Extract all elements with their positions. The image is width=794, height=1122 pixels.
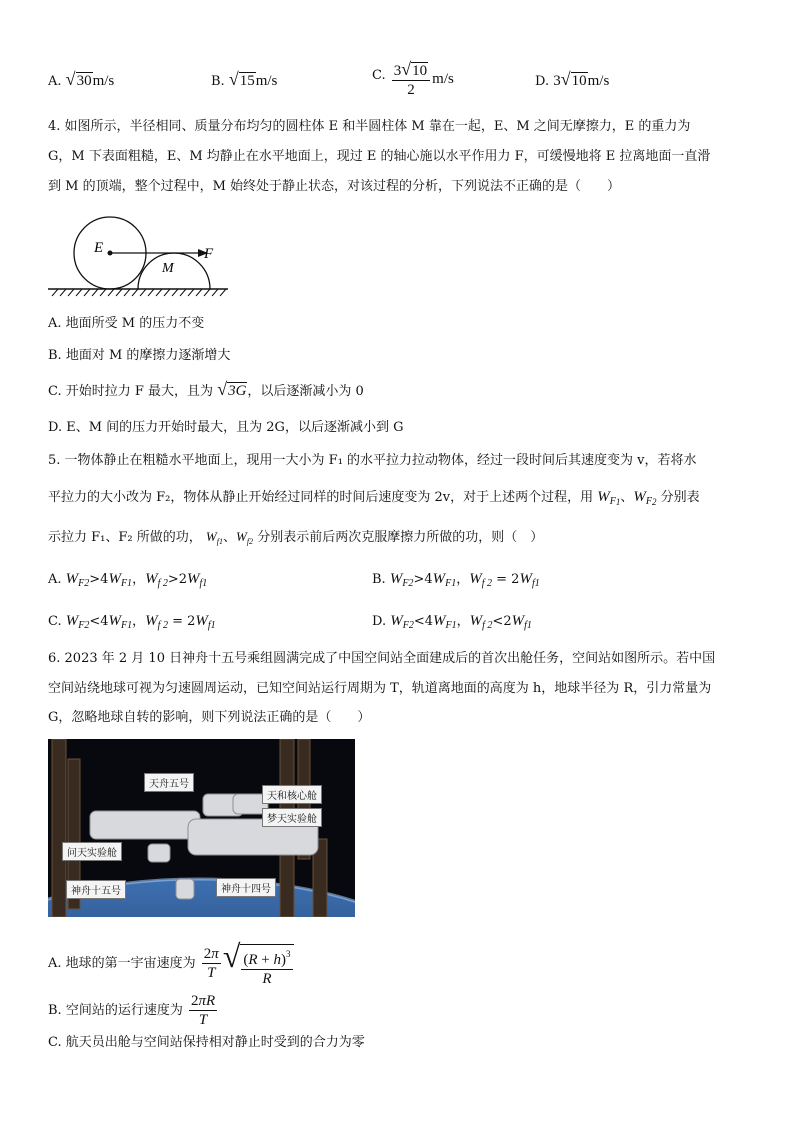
q6-option-a	[48, 940, 294, 988]
q6-option-c: C. 航天员出舱与空间站保持相对静止时受到的合力为零	[48, 1035, 365, 1050]
option-label: B.	[211, 74, 225, 89]
unit: m/s	[587, 73, 610, 89]
q6-stem-line3: G，忽略地球自转的影响，则下列说法正确的是（ ）	[48, 710, 371, 725]
option-text: A. 地球的第一宇宙速度为	[48, 956, 196, 971]
q6-option-b	[48, 992, 219, 1029]
space-station-photo	[48, 739, 355, 917]
label-tianzhou5: 天舟五号	[144, 773, 194, 792]
fraction-2pi-over-t: $\frac{2\pi}{T}$	[203, 946, 219, 981]
label-e: E	[94, 240, 104, 256]
unit: m/s	[432, 71, 454, 87]
option-label: C.	[372, 68, 386, 83]
radicand: 10	[571, 73, 587, 89]
symbol-wf1: $W_{F1}$	[597, 489, 621, 507]
option-label: C.	[48, 614, 62, 629]
fraction-2pir-over-t: $\frac{2\pi R}{T}$	[190, 993, 216, 1028]
coefficient: 3	[553, 73, 561, 89]
stem-text: 分别表	[660, 490, 700, 505]
q3-option-c	[372, 60, 454, 99]
option-label: D.	[535, 74, 550, 89]
label-mengtian: 梦天实验舱	[262, 808, 322, 827]
coefficient: 3	[393, 63, 402, 79]
numerator: 3 √ 10	[392, 60, 430, 81]
q4-stem-line2: G，M 下表面粗糙，E、M 均静止在水平地面上，现过 E 的轴心施以水平作用力 F，可缓慢地将 E 拉离地面一直滑	[48, 149, 711, 164]
q4-stem-line3: 到 M 的顶端，整个过程中，M 始终处于静止状态，对该过程的分析，下列说法不正确的是（ ）	[48, 179, 621, 194]
option-label: A.	[48, 74, 62, 89]
label-tianhe: 天和核心舱	[262, 785, 322, 804]
q4-option-d: D. E、M 间的压力开始时最大，且为 2G，以后逐渐减小到 G	[48, 420, 404, 435]
unit: m/s	[255, 73, 278, 89]
sqrt-expression: √ $\frac{(R + h)^3}{R}$	[223, 940, 294, 988]
unit: m/s	[92, 73, 115, 89]
q4-option-b: B. 地面对 M 的摩擦力逐渐增大	[48, 348, 231, 363]
option-text: B. 空间站的运行速度为	[48, 1003, 183, 1018]
denominator: 2	[407, 82, 415, 98]
radicand: 30	[76, 73, 92, 89]
q3-option-a	[48, 70, 114, 90]
label-f: F	[204, 246, 214, 262]
q5-stem-line2: 平拉力的大小改为 F₂，物体从静止开始经过同样的时间后速度变为 2v，对于上述两个过程，用 $W_{F1}$、$W_{F2}$ 分别表	[48, 489, 700, 507]
q5-option-d: D. $W_{F2}<4W_{F1}$，$W_{f 2}<2W_{f1}$	[372, 613, 532, 631]
symbol-wf2: $W_{F2}$	[633, 489, 657, 507]
q5-option-a: A. $W_{F2}>4W_{F1}$，$W_{f 2}>2W_{f1}$	[48, 571, 208, 589]
half-cylinder-m	[138, 253, 210, 289]
option-text: C. 开始时拉力 F 最大，且为	[48, 384, 214, 399]
option-label: D.	[372, 614, 387, 629]
symbol-wf2-small: $W_{f2}$	[235, 529, 254, 546]
sqrt-expression: √ 15	[228, 69, 255, 89]
option-text: ，以后逐渐减小为 0	[247, 384, 364, 399]
radicand: 15	[239, 73, 255, 89]
option-label: B.	[372, 572, 386, 587]
q5-stem-line3: 示拉力 F₁、F₂ 所做的功， $W_{f1}$、$W_{f2}$ 分别表示前后两次克服摩擦力所做的功，则（ ）	[48, 529, 544, 546]
q4-option-a: A. 地面所受 M 的压力不变	[48, 316, 205, 331]
q4-stem-line1: 4. 如图所示，半径相同、质量分布均匀的圆柱体 E 和半圆柱体 M 靠在一起，E、M 之间无摩擦力，E 的重力为	[48, 119, 691, 134]
sqrt-expression: √ 10	[560, 69, 587, 89]
option-label: A.	[48, 572, 62, 587]
label-wentian: 问天实验舱	[62, 842, 122, 861]
radicand: 10	[412, 63, 428, 79]
stem-text: 示拉力 F₁、F₂ 所做的功，	[48, 530, 202, 545]
radicand: 3G	[228, 383, 247, 399]
label-shenzhou14: 神舟十四号	[216, 878, 276, 897]
sqrt-expression: √ 3G	[217, 379, 247, 399]
q3-option-d	[535, 70, 609, 90]
label-m: M	[162, 261, 174, 276]
ground-hatching	[52, 289, 226, 296]
q4-option-c	[48, 380, 364, 402]
q6-stem-line1: 6. 2023 年 2 月 10 日神舟十五号乘组圆满完成了中国空间站全面建成后的首次出舱任务，空间站如图所示。若中国	[48, 651, 716, 666]
symbol-wf1-small: $W_{f1}$	[205, 529, 223, 546]
q3-option-b	[211, 70, 277, 90]
stem-text: 平拉力的大小改为 F₂，物体从静止开始经过同样的时间后速度变为 2v，对于上述两个过程，用	[48, 490, 594, 505]
fraction	[392, 60, 430, 99]
sqrt-expression: √ 30	[65, 69, 92, 89]
q5-stem-line1: 5. 一物体静止在粗糙水平地面上，现用一大小为 F₁ 的水平拉力拉动物体，经过一段时间后其速度变为 v，若将水	[48, 453, 697, 468]
q6-stem-line2: 空间站绕地球可视为匀速圆周运动，已知空间站运行周期为 T，轨道离地面的高度为 h，地球半径为 R，引力常量为	[48, 681, 712, 696]
stem-text: 分别表示前后两次克服摩擦力所做的功，则（ ）	[257, 530, 544, 545]
label-shenzhou15: 神舟十五号	[66, 880, 126, 899]
q5-option-b: B. $W_{F2}>4W_{F1}$，$W_{f 2} = 2W_{f1}$	[372, 571, 540, 589]
q5-option-c: C. $W_{F2}<4W_{F1}$，$W_{f 2} = 2W_{f1}$	[48, 613, 216, 631]
cylinder-figure	[48, 216, 228, 298]
